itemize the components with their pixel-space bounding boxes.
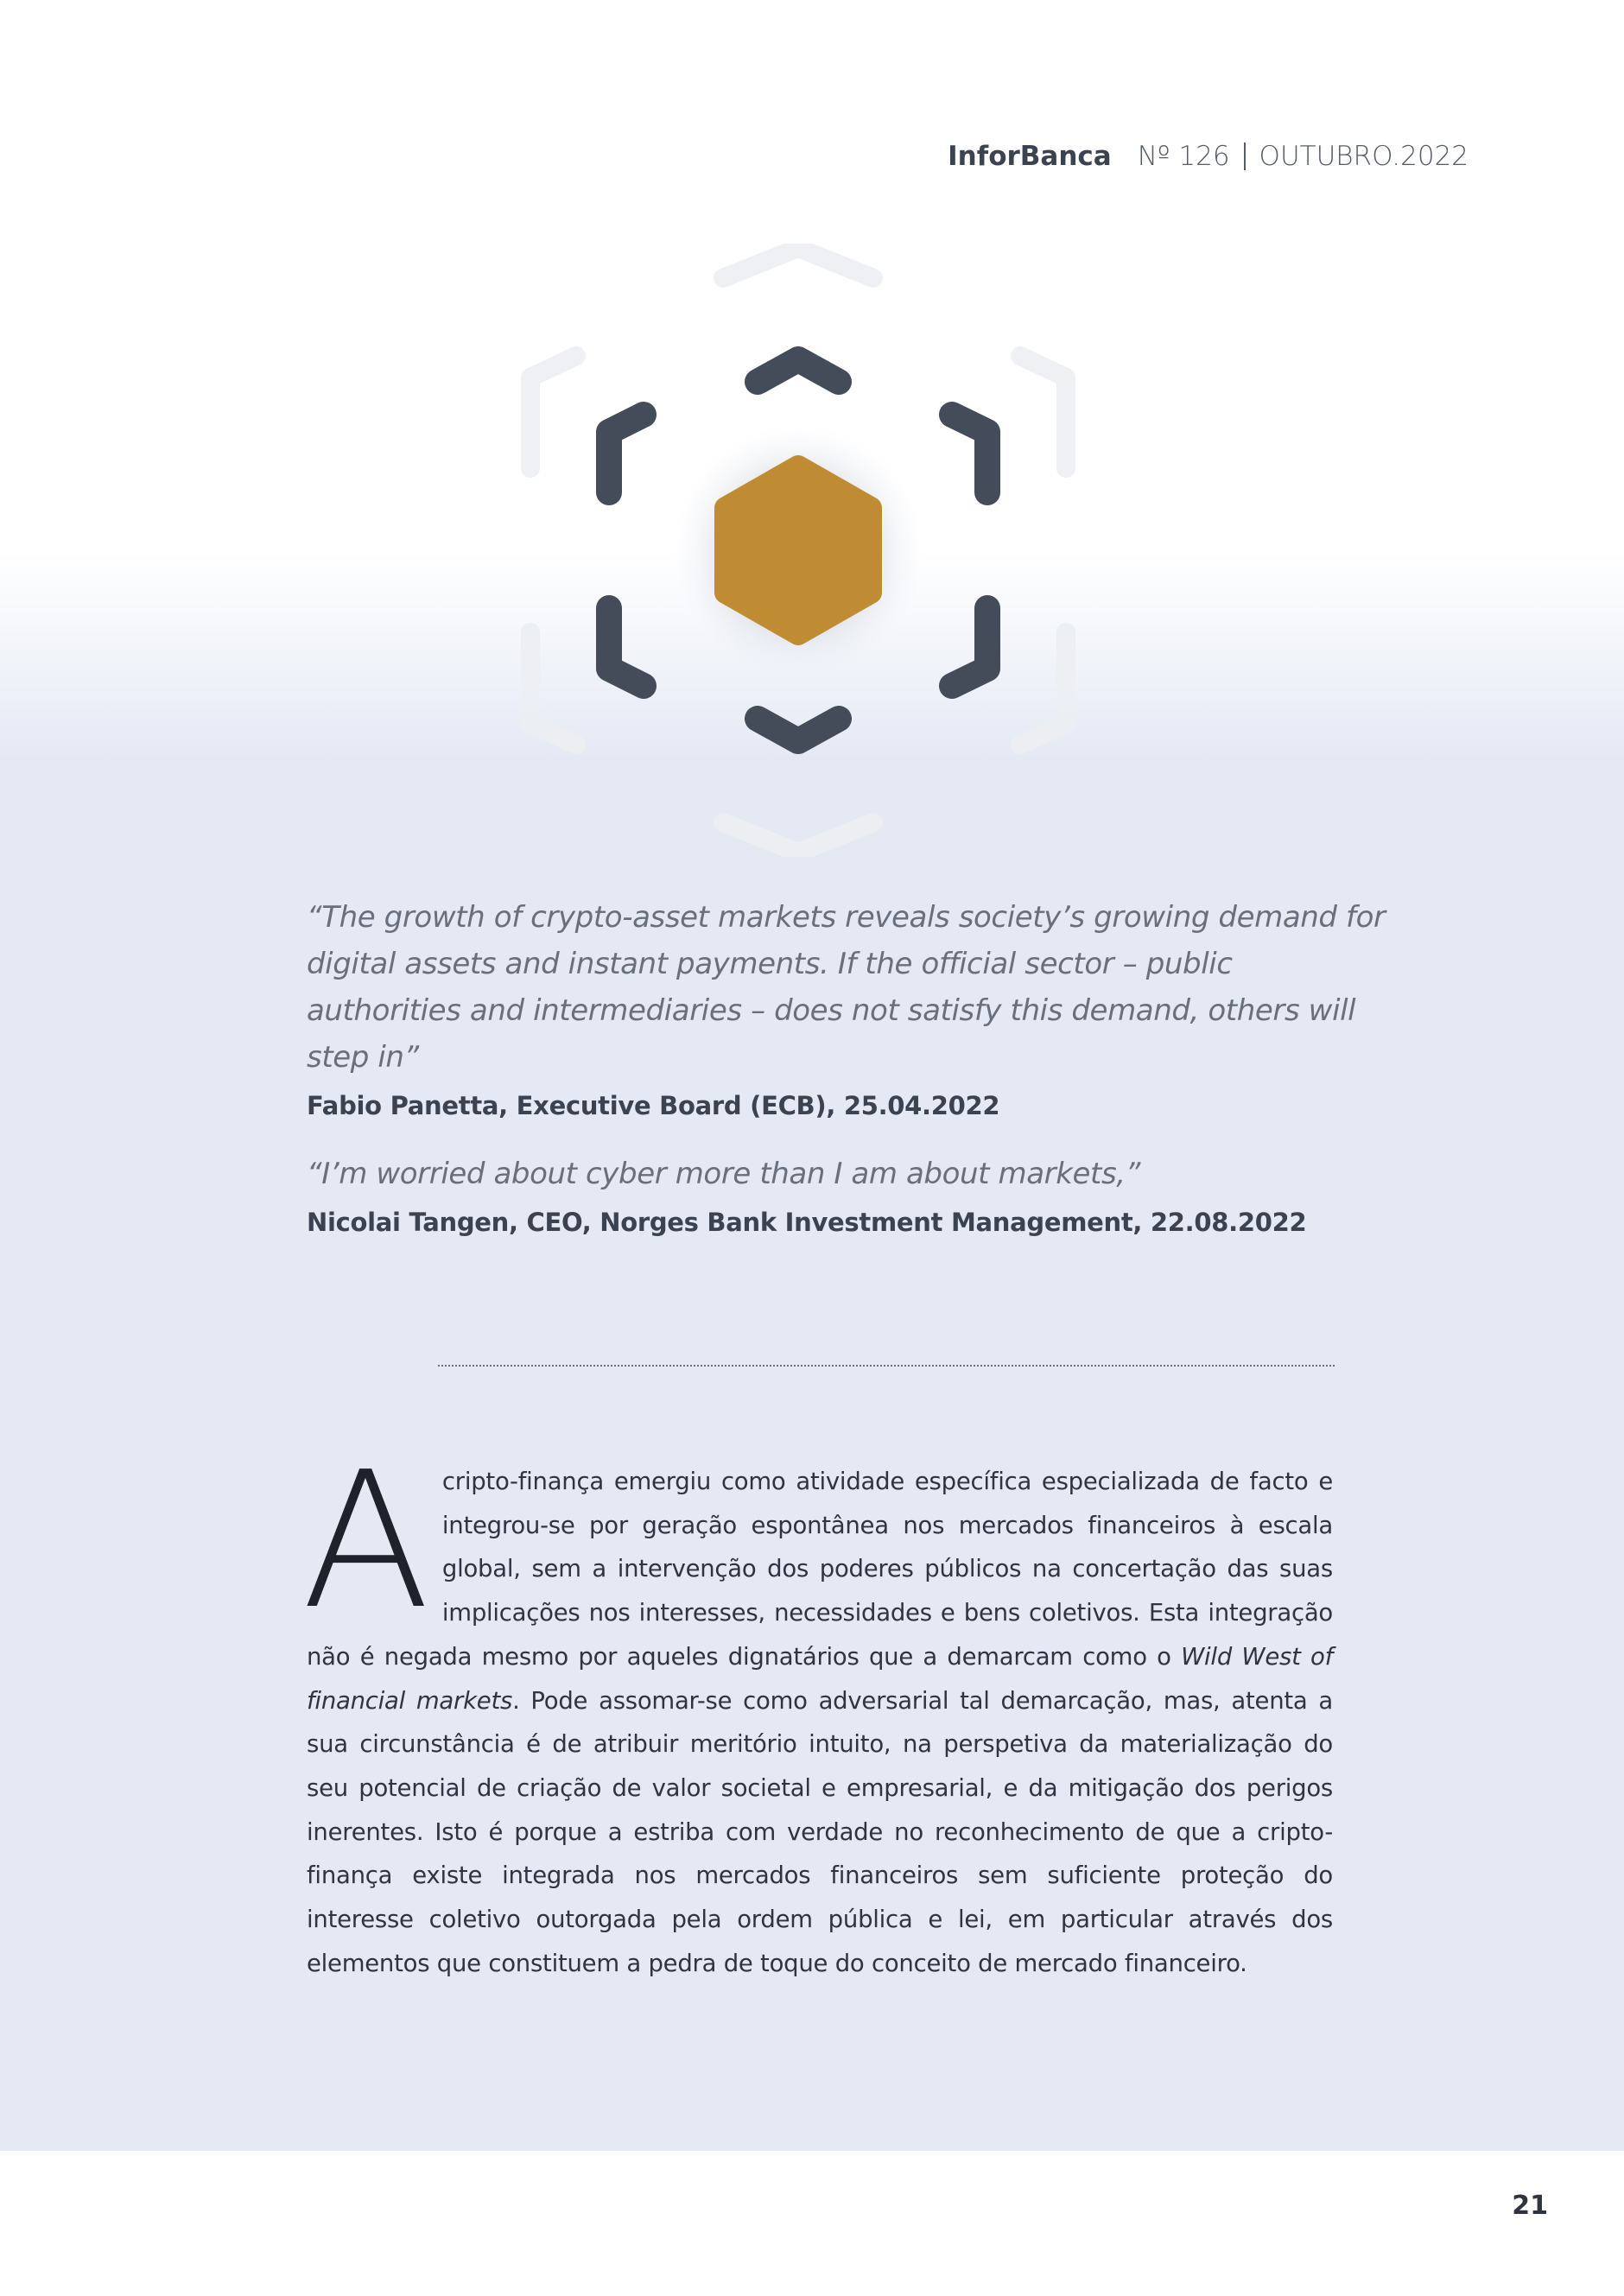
dotted-divider [438,1365,1335,1367]
issue-date: OUTUBRO.2022 [1259,141,1469,172]
article-emphasis: Wild West of financial markets [307,1642,1333,1715]
drop-cap: A [301,1432,430,1651]
article-text-part2: . Pode assomar-se como adversarial tal demarcação, mas, atenta a sua circunstância é de atribuir meritório intuito, na perspetiva da materialização do seu potencial de criação de valor societal e empresarial, e da mitigação dos perigos inerentes. Isto é porque a estriba com verdade no reconhecimento de que a cripto-finança existe integrada nos mercados financeiros sem suficiente proteção do interesse coletivo outorgada pela ordem pública e lei, em particular através dos elementos que constituem a pedra de toque do conceito de mercado financeiro. [307,1686,1333,1977]
issue-header [948,141,1469,172]
page-number: 21 [1512,2191,1548,2221]
quote-author: Fabio Panetta, Executive Board (ECB), 25.04.2022 [307,1091,1000,1120]
pull-quote-panetta [307,894,1386,1120]
quote-text: “I’m worried about cyber more than I am about markets,” [307,1157,1140,1191]
article-body [301,1432,1333,1985]
issue-number: Nº 126 [1137,141,1230,172]
quote-text: “The growth of crypto-asset markets reveals society’s growing demand for digital assets and instant payments. If the official sector – public authorities and intermediaries – does not satisfy this demand, others will step in” [307,900,1386,1075]
quote-author: Nicolai Tangen, CEO, Norges Bank Investment Management, 22.08.2022 [307,1208,1307,1237]
gold-core-hexagon [726,466,871,634]
article-text-part1: cripto-finança emergiu como atividade específica especializada de facto e integrou-se por geração espontânea nos mercados financeiros à escala global, sem a intervenção dos poderes públicos na concertação das suas implicações nos interesses, necessidades e bens coletivos. Esta integração não é negada mesmo por aqueles dignatários que a demarcam como o [307,1468,1333,1671]
pull-quote-tangen [307,1151,1386,1237]
hexagon-emblem-icon [516,244,1081,857]
header-divider [1244,143,1246,170]
magazine-brand: InforBanca [948,141,1112,172]
